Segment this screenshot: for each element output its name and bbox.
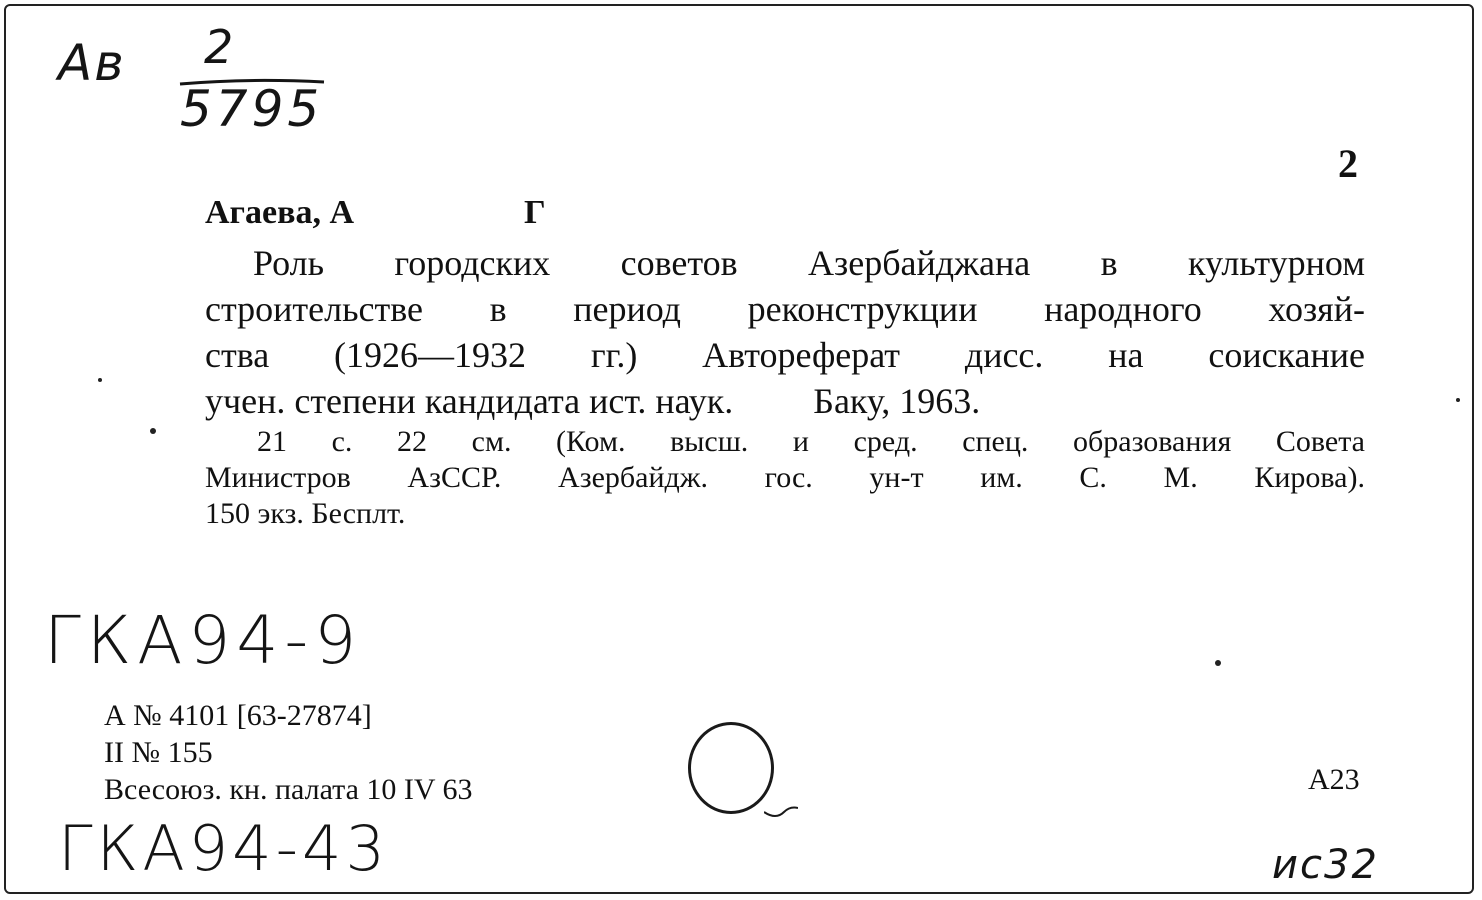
author-initial: Г [524,194,546,231]
handwritten-code-3: ис32 [1272,842,1379,888]
title-line: ства (1926—1932 гг.) Автореферат дисс. на соискание [205,335,1365,375]
card-corner-number: 2 [1338,141,1358,186]
physical-description [205,424,1365,532]
author-name: Агаева, А [205,194,354,231]
author-heading [205,194,546,232]
classification-code: А23 [1308,763,1360,796]
place-year: Баку, 1963. [813,381,981,421]
title-line: строительстве в период реконструкции народного хозяй- [205,289,1365,329]
registration-line: II № 155 [104,736,213,769]
physical-line: Министров АзССР. Азербайдж. гос. ун-т им. С. М. Кирова). [205,461,1365,494]
shelf-mark-prefix: Ав [58,34,126,92]
registration-block [104,697,473,808]
circle-mark-tail [764,804,798,820]
shelf-mark-fraction-bottom: 5795 [180,80,324,138]
circle-mark [688,722,774,814]
scan-speck [1215,660,1221,666]
physical-line: 21 с. 22 см. (Ком. высш. и сред. спец. образования Совета [257,425,1365,458]
title-line [205,378,1365,424]
title-line: Роль городских советов Азербайджана в культурном [253,243,1365,283]
registration-line: А № 4101 [63-27874] [104,699,372,732]
registration-line: Всесоюз. кн. палата 10 IV 63 [104,773,473,806]
physical-line: 150 экз. Бесплт. [205,497,406,530]
title-last-line: учен. степени кандидата ист. наук. [205,381,734,421]
scan-speck [98,378,102,382]
handwritten-code-1: ГКА94-9 [44,602,363,679]
title-block [205,240,1365,424]
scan-speck [150,428,156,434]
scan-speck [1456,398,1460,402]
shelf-mark-fraction-top: 2 [204,20,238,74]
handwritten-code-2: ГКА94-43 [58,812,389,885]
